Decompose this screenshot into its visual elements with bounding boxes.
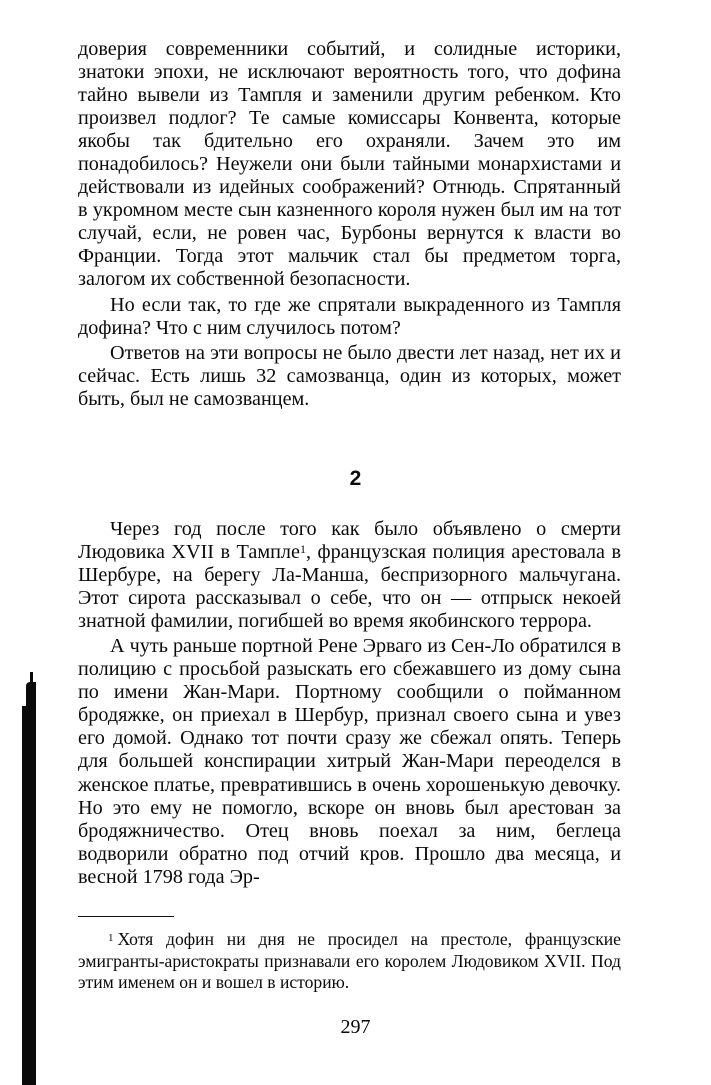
paragraph: Но если так, то где же спрятали выкраденного из Тампля дофина? Что с ним случилось потом?: [78, 293, 621, 339]
footnote-separator: [78, 916, 174, 917]
footnote-text: Хотя дофин ни дня не просидел на престоле, французские эмигранты-аристократы признавали его королем Людовиком XVII. Под этим именем он и вошел в историю.: [78, 929, 621, 992]
paragraph-text: , французская полиция арестовала в Шербуре, на берегу Ла-Манша, беспризорного мальчугана. Этот сирота рассказывал о себе, что он — отпрыск некоей знатной фамилии, погибшей во время якобинского террора.: [78, 541, 622, 633]
page-number: 297: [340, 1016, 371, 1038]
binding-shadow: [30, 672, 33, 692]
footnote: [78, 929, 621, 994]
chapter-number: 2: [349, 467, 362, 490]
footnote-reference: 1: [299, 542, 306, 557]
paragraph-text: Через год после того как было объявлено о смерти Людовика XVII в Тампле: [78, 518, 621, 564]
top-text-block: [78, 38, 621, 411]
chapter-text-block: [78, 518, 621, 889]
footnote-marker: 1: [108, 932, 114, 944]
binding-shadow: [22, 706, 28, 1085]
paragraph: А чуть раньше портной Рене Эрваго из Сен-Ло обратился в полицию с просьбой разыскать его сбежавшего из дому сына по имени Жан-Мари. Портному сообщили о пойманном бродяжке, он приехал в Шербур, признал своего сына и увез его домой. Однако тот почти сразу же сбежал опять. Теперь для большей конспирации хитрый Жан-Мари переоделся в женское платье, превратившись в очень хорошенькую девочку. Но это ему не помогло, вскоре он вновь был арестован за бродяжничество. Отец вновь поехал за ним, беглеца водворили обратно под отчий кров. Прошло два месяца, и весной 1798 года Эр-: [78, 635, 621, 888]
paragraph-continued: доверия современники событий, и солидные историки, знатоки эпохи, не исключают вероятность того, что дофина тайно вывели из Тампля и заменили другим ребенком. Кто произвел подлог? Те самые комиссары Конвента, которые якобы так бдительно его охраняли. Зачем это им понадобилось? Неужели они были тайными монархистами и действовали из идейных соображений? Отнюдь. Спрятанный в укромном месте сын казненного короля нужен был им на тот случай, если, не ровен час, Бурбоны вернутся к власти во Франции. Тогда этот мальчик стал бы предметом торга, залогом их собственной безопасности.: [78, 38, 621, 291]
paragraph: Ответов на эти вопросы не было двести лет назад, нет их и сейчас. Есть лишь 32 самозванца, один из которых, может быть, был не самозванцем.: [78, 341, 621, 410]
paragraph: [78, 518, 621, 633]
